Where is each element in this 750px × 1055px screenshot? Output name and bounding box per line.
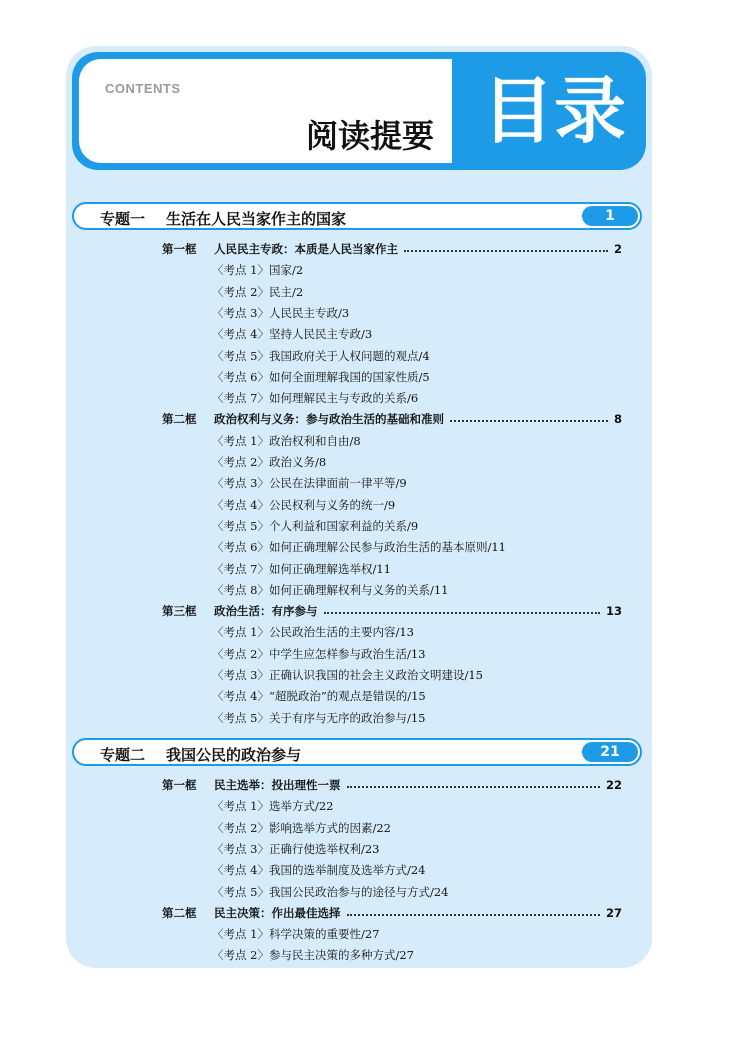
topic-page-badge: 1: [582, 206, 638, 226]
list-item[interactable]: 〈考点 2〉参与民主决策的多种方式/27: [212, 948, 414, 963]
section-row[interactable]: [162, 904, 622, 922]
dot-leader: [450, 420, 608, 422]
section-label: 第一框: [162, 778, 197, 792]
topic-header[interactable]: [72, 738, 642, 766]
section-row[interactable]: [162, 602, 622, 620]
section-title: 民主选举：投出理性一票: [214, 778, 341, 792]
section-label: 第三框: [162, 604, 197, 619]
topic-title: 生活在人民当家作主的国家: [166, 210, 347, 228]
list-item[interactable]: 〈考点 4〉我国的选举制度及选举方式/24: [212, 863, 426, 878]
page-title: 目录: [481, 69, 626, 153]
section-page: 27: [605, 905, 622, 920]
list-item[interactable]: 〈考点 7〉如何正确理解选举权/11: [212, 561, 391, 576]
section-label: 第二框: [162, 412, 197, 427]
header-left-box: [79, 59, 452, 163]
page-subtitle: 阅读提要: [305, 117, 434, 155]
dot-leader: [324, 612, 600, 614]
list-item[interactable]: 〈考点 4〉坚持人民民主专政/3: [212, 327, 373, 342]
list-item[interactable]: 〈考点 1〉政治权利和自由/8: [212, 433, 361, 448]
section-title: 人民民主专政：本质是人民当家作主: [214, 242, 398, 256]
list-item[interactable]: 〈考点 1〉科学决策的重要性/27: [212, 927, 380, 942]
list-item[interactable]: 〈考点 1〉国家/2: [212, 263, 304, 278]
dot-leader: [347, 786, 600, 788]
list-item[interactable]: 〈考点 7〉如何理解民主与专政的关系/6: [212, 391, 419, 406]
section-row[interactable]: [162, 776, 622, 794]
list-item[interactable]: 〈考点 3〉正确行使选举权利/23: [212, 841, 380, 856]
section-title: 民主决策：作出最佳选择: [214, 905, 341, 920]
dot-leader: [347, 914, 600, 916]
section-page: 13: [605, 604, 622, 619]
contents-label: CONTENTS: [105, 81, 181, 96]
topic-header[interactable]: [72, 202, 642, 230]
list-item[interactable]: 〈考点 4〉公民权利与义务的统一/9: [212, 497, 396, 512]
list-item[interactable]: 〈考点 5〉我国公民政治参与的途径与方式/24: [212, 884, 449, 899]
topic-title: 我国公民的政治参与: [166, 746, 302, 764]
topic-page-badge: 21: [582, 742, 638, 762]
list-item[interactable]: 〈考点 5〉我国政府关于人权问题的观点/4: [212, 348, 430, 363]
section-label: 第二框: [162, 905, 197, 920]
section-page: 2: [613, 242, 622, 256]
list-item[interactable]: 〈考点 2〉中学生应怎样参与政治生活/13: [212, 646, 426, 661]
dot-leader: [404, 250, 608, 252]
list-item[interactable]: 〈考点 2〉影响选举方式的因素/22: [212, 820, 391, 835]
header-banner: [72, 52, 646, 170]
section-page: 22: [605, 778, 622, 792]
list-item[interactable]: 〈考点 8〉如何正确理解权利与义务的关系/11: [212, 582, 449, 597]
list-item[interactable]: 〈考点 2〉民主/2: [212, 284, 304, 299]
topic-label: 专题二: [100, 746, 146, 764]
section-page: 8: [613, 412, 622, 427]
list-item[interactable]: 〈考点 2〉政治义务/8: [212, 455, 327, 469]
list-item[interactable]: 〈考点 1〉选举方式/22: [212, 799, 334, 814]
list-item[interactable]: 〈考点 5〉个人利益和国家利益的关系/9: [212, 518, 419, 533]
list-item[interactable]: 〈考点 6〉如何全面理解我国的国家性质/5: [212, 369, 430, 384]
list-item[interactable]: 〈考点 3〉正确认识我国的社会主义政治文明建设/15: [212, 668, 483, 682]
list-item[interactable]: 〈考点 1〉公民政治生活的主要内容/13: [212, 625, 414, 640]
section-label: 第一框: [162, 242, 197, 256]
section-row[interactable]: [162, 410, 622, 428]
topic-label: 专题一: [100, 210, 146, 228]
section-row[interactable]: [162, 240, 622, 258]
section-title: 政治权利与义务：参与政治生活的基础和准则: [214, 412, 444, 427]
list-item[interactable]: 〈考点 5〉关于有序与无序的政治参与/15: [212, 710, 426, 725]
list-item[interactable]: 〈考点 6〉如何正确理解公民参与政治生活的基本原则/11: [212, 540, 506, 555]
list-item[interactable]: 〈考点 3〉人民民主专政/3: [212, 305, 350, 320]
list-item[interactable]: 〈考点 3〉公民在法律面前一律平等/9: [212, 476, 407, 491]
section-title: 政治生活：有序参与: [214, 604, 318, 619]
list-item[interactable]: 〈考点 4〉“超脱政治”的观点是错误的/15: [212, 689, 426, 704]
